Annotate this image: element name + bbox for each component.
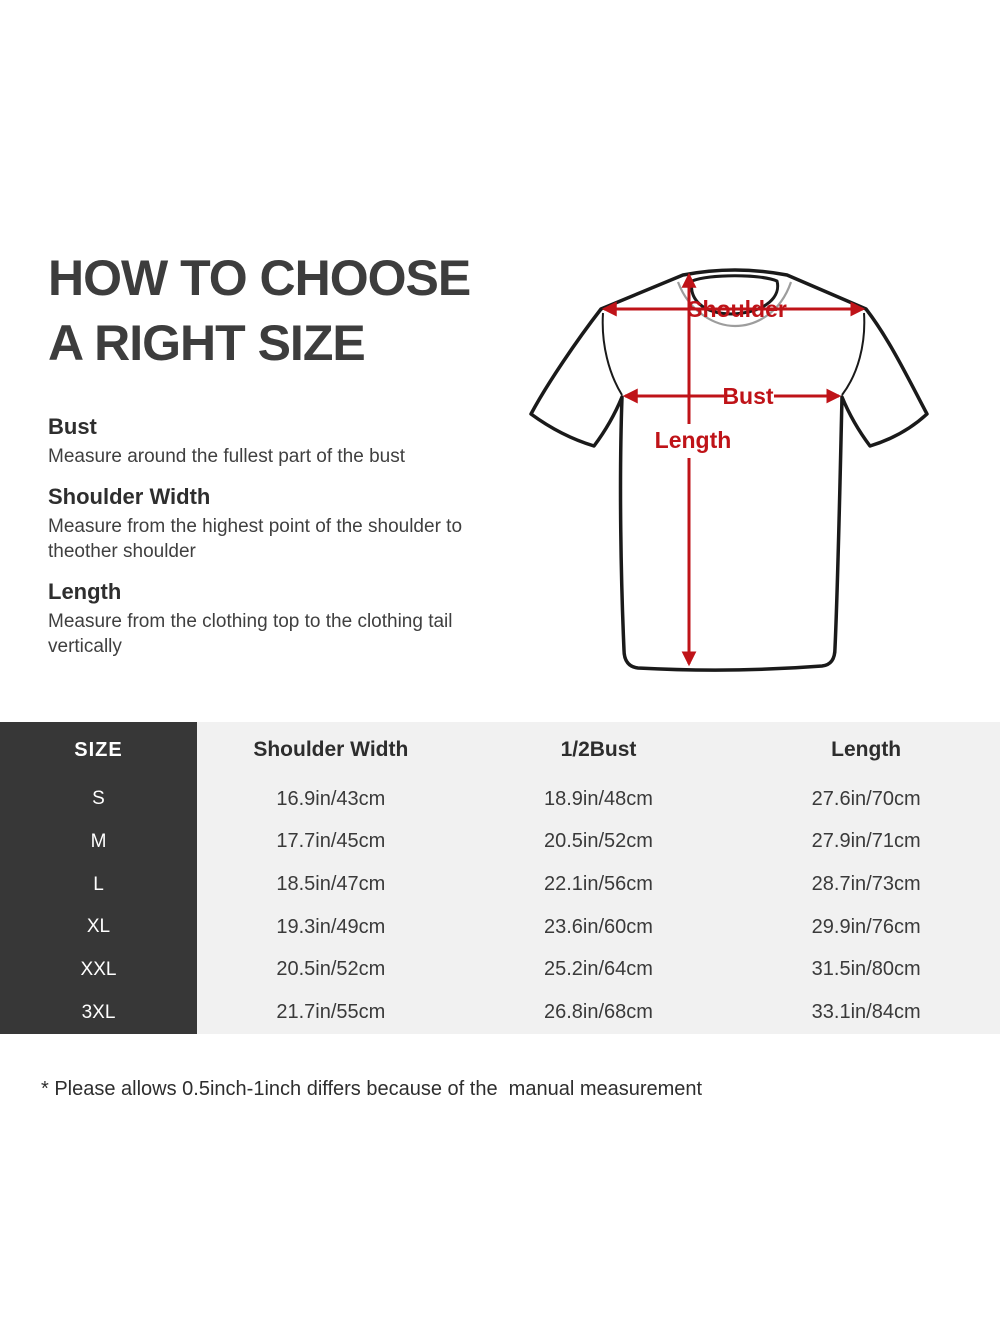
page-title-line1: HOW TO CHOOSE <box>48 250 471 306</box>
length-arrow-label: Length <box>654 427 732 453</box>
instruction-length-text: Measure from the clothing top to the clothing tail vertically <box>48 611 453 657</box>
tshirt-diagram-svg <box>505 252 950 692</box>
instruction-bust-heading: Bust <box>48 414 97 439</box>
table-row-3xl-shoulder: 21.7in/55cm <box>197 991 465 1034</box>
table-row-m-shoulder: 17.7in/45cm <box>197 821 465 864</box>
table-row-l-bust: 22.1in/56cm <box>465 863 733 906</box>
page-title-line2: A RIGHT SIZE <box>48 315 365 371</box>
instruction-shoulder-heading: Shoulder Width <box>48 484 211 509</box>
size-table <box>0 722 1000 1034</box>
instruction-shoulder-width <box>48 484 478 564</box>
table-row-xl-shoulder: 19.3in/49cm <box>197 906 465 949</box>
table-row-xxl-bust: 25.2in/64cm <box>465 949 733 992</box>
table-row-xxl-length: 31.5in/80cm <box>732 949 1000 992</box>
table-row-l-shoulder: 18.5in/47cm <box>197 863 465 906</box>
table-row-xl-size: XL <box>0 906 197 949</box>
instruction-bust <box>48 414 478 469</box>
table-row-xxl-shoulder: 20.5in/52cm <box>197 949 465 992</box>
table-row-l-length: 28.7in/73cm <box>732 863 1000 906</box>
table-row-xxl-size: XXL <box>0 949 197 992</box>
table-row-s-length: 27.6in/70cm <box>732 778 1000 821</box>
tshirt-measurement-diagram <box>505 252 950 692</box>
table-row-l-size: L <box>0 863 197 906</box>
instruction-length <box>48 579 478 659</box>
table-row-s-bust: 18.9in/48cm <box>465 778 733 821</box>
instruction-bust-text: Measure around the fullest part of the bust <box>48 446 405 467</box>
measuring-instructions <box>48 414 478 674</box>
table-row-s-size: S <box>0 778 197 821</box>
size-table-header-shoulder: Shoulder Width <box>197 722 465 778</box>
instruction-shoulder-text: Measure from the highest point of the shoulder to theother shoulder <box>48 516 463 562</box>
shoulder-arrow-label: Shoulder <box>687 296 787 322</box>
table-row-xl-bust: 23.6in/60cm <box>465 906 733 949</box>
size-table-header-length: Length <box>732 722 1000 778</box>
size-table-header-bust: 1/2Bust <box>465 722 733 778</box>
measurement-disclaimer: * Please allows 0.5inch-1inch differs because of the manual measurement <box>41 1078 703 1100</box>
table-row-m-length: 27.9in/71cm <box>732 821 1000 864</box>
table-row-m-size: M <box>0 821 197 864</box>
table-row-m-bust: 20.5in/52cm <box>465 821 733 864</box>
table-row-s-shoulder: 16.9in/43cm <box>197 778 465 821</box>
table-row-3xl-bust: 26.8in/68cm <box>465 991 733 1034</box>
table-row-xl-length: 29.9in/76cm <box>732 906 1000 949</box>
instruction-length-heading: Length <box>48 579 122 604</box>
tshirt-outline <box>531 270 927 670</box>
bust-arrow-label: Bust <box>722 383 774 409</box>
table-row-3xl-size: 3XL <box>0 991 197 1034</box>
page-title <box>48 246 470 376</box>
table-row-3xl-length: 33.1in/84cm <box>732 991 1000 1034</box>
size-table-header-size: SIZE <box>0 722 197 778</box>
